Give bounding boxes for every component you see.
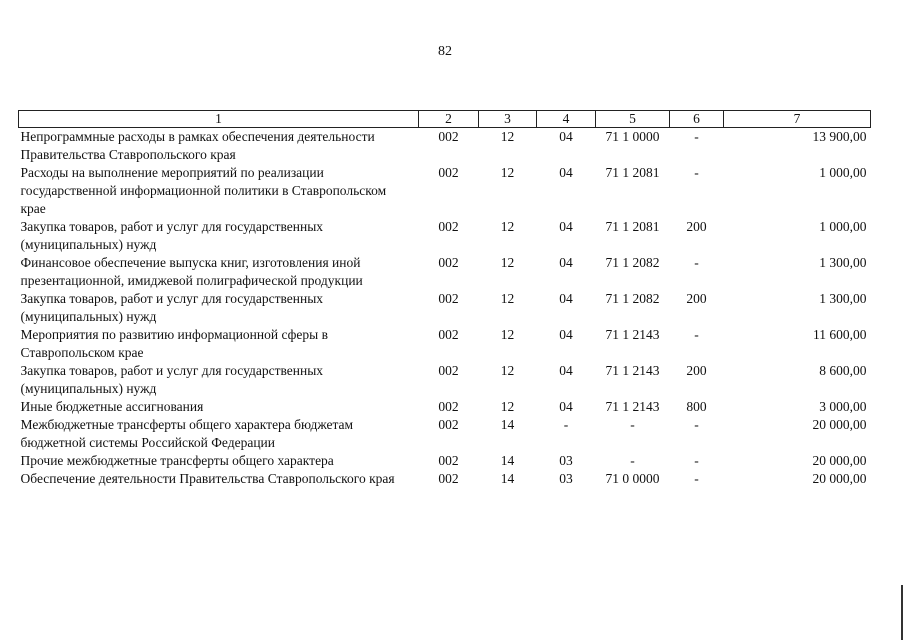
row-code-2: 002 [438, 219, 459, 234]
row-code-4: 03 [559, 471, 573, 486]
row-amount: 3 000,00 [819, 399, 867, 414]
row-code-3: 12 [500, 399, 515, 414]
row-code-2: 002 [438, 165, 459, 180]
row-code-5: 71 1 2081 [605, 219, 660, 234]
row-code-3: 12 [500, 219, 515, 234]
row-code-6: 800 [686, 399, 707, 414]
row-code-6: - [694, 129, 699, 144]
row-code-4: - [563, 417, 569, 432]
column-header: 3 [479, 111, 537, 128]
row-code-6: 200 [686, 219, 707, 234]
row-name: Непрограммные расходы в рамках обеспечения деятельности Правительства Ставропольского края [20, 129, 375, 162]
table-header-row [19, 111, 871, 128]
row-name: Закупка товаров, работ и услуг для государственных (муниципальных) нужд [20, 363, 324, 396]
row-code-3: 14 [500, 417, 515, 432]
row-amount: 8 600,00 [819, 363, 867, 378]
row-code-2: 002 [438, 471, 459, 486]
row-code-4: 03 [559, 453, 573, 468]
row-code-5: 71 1 2143 [605, 327, 660, 342]
row-code-5: 71 1 2143 [605, 399, 660, 414]
row-code-4: 04 [559, 165, 573, 180]
budget-table [18, 110, 871, 488]
row-code-2: 002 [438, 363, 459, 378]
row-code-2: 002 [438, 129, 459, 144]
row-name: Закупка товаров, работ и услуг для государственных (муниципальных) нужд [20, 291, 324, 324]
table-row [19, 452, 871, 470]
row-code-2: 002 [438, 399, 459, 414]
row-code-3: 12 [500, 165, 515, 180]
row-amount: 1 300,00 [819, 291, 867, 306]
row-name: Расходы на выполнение мероприятий по реализации государственной информационной политики в Ставропольском крае [20, 165, 387, 216]
row-code-4: 04 [559, 327, 573, 342]
table-row [19, 254, 871, 290]
row-code-3: 12 [500, 363, 515, 378]
column-header: 1 [19, 111, 419, 128]
row-code-6: 200 [686, 291, 707, 306]
table-row [19, 290, 871, 326]
row-amount: 1 000,00 [819, 219, 867, 234]
row-amount: 20 000,00 [812, 453, 867, 468]
row-code-6: 200 [686, 363, 707, 378]
row-code-2: 002 [438, 291, 459, 306]
row-code-4: 04 [559, 219, 573, 234]
row-code-5: - [630, 453, 635, 468]
table-row [19, 362, 871, 398]
table-row [19, 128, 871, 165]
row-amount: 13 900,00 [812, 129, 867, 144]
row-name: Межбюджетные трансферты общего характера бюджетам бюджетной системы Российской Федерации [20, 417, 354, 450]
row-code-5: - [630, 417, 635, 432]
row-code-2: 002 [438, 255, 459, 270]
row-code-4: 04 [559, 363, 573, 378]
row-code-5: 71 1 2081 [605, 165, 660, 180]
column-header: 6 [670, 111, 724, 128]
row-code-2: 002 [438, 417, 459, 432]
row-code-4: 04 [559, 255, 573, 270]
column-header: 4 [537, 111, 596, 128]
page-number: 82 [438, 44, 452, 59]
row-name: Закупка товаров, работ и услуг для государственных (муниципальных) нужд [20, 219, 324, 252]
scan-edge-mark [901, 585, 903, 640]
row-code-5: 71 1 2082 [605, 291, 660, 306]
row-code-3: 14 [500, 471, 515, 486]
row-name: Финансовое обеспечение выпуска книг, изготовления иной презентационной, имиджевой полиграфической продукции [20, 255, 363, 288]
table-row [19, 326, 871, 362]
row-code-6: - [694, 471, 699, 486]
row-name: Иные бюджетные ассигнования [20, 399, 204, 414]
row-code-3: 14 [500, 453, 515, 468]
column-header: 5 [596, 111, 670, 128]
row-amount: 20 000,00 [812, 417, 867, 432]
row-code-2: 002 [438, 453, 459, 468]
table-row [19, 164, 871, 218]
row-code-4: 04 [559, 399, 573, 414]
row-code-6: - [694, 327, 699, 342]
table-row [19, 470, 871, 488]
row-name: Прочие межбюджетные трансферты общего характера [20, 453, 334, 468]
row-code-5: 71 0 0000 [605, 471, 660, 486]
row-code-3: 12 [500, 129, 515, 144]
table-row [19, 398, 871, 416]
row-code-2: 002 [438, 327, 459, 342]
row-code-4: 04 [559, 291, 573, 306]
row-code-4: 04 [559, 129, 573, 144]
row-amount: 1 300,00 [819, 255, 867, 270]
row-amount: 11 600,00 [813, 327, 867, 342]
row-code-3: 12 [500, 255, 515, 270]
table-row [19, 218, 871, 254]
row-code-3: 12 [500, 327, 515, 342]
row-code-6: - [694, 453, 699, 468]
row-amount: 1 000,00 [819, 165, 867, 180]
column-header: 7 [724, 111, 871, 128]
row-code-5: 71 1 2143 [605, 363, 660, 378]
table-row [19, 416, 871, 452]
row-code-5: 71 1 2082 [605, 255, 660, 270]
row-code-6: - [694, 417, 699, 432]
row-name: Мероприятия по развитию информационной сферы в Ставропольском крае [20, 327, 328, 360]
row-name: Обеспечение деятельности Правительства Ставропольского края [20, 471, 395, 486]
row-code-3: 12 [500, 291, 515, 306]
row-code-6: - [694, 165, 699, 180]
row-amount: 20 000,00 [812, 471, 867, 486]
row-code-6: - [694, 255, 699, 270]
row-code-5: 71 1 0000 [605, 129, 660, 144]
column-header: 2 [419, 111, 479, 128]
